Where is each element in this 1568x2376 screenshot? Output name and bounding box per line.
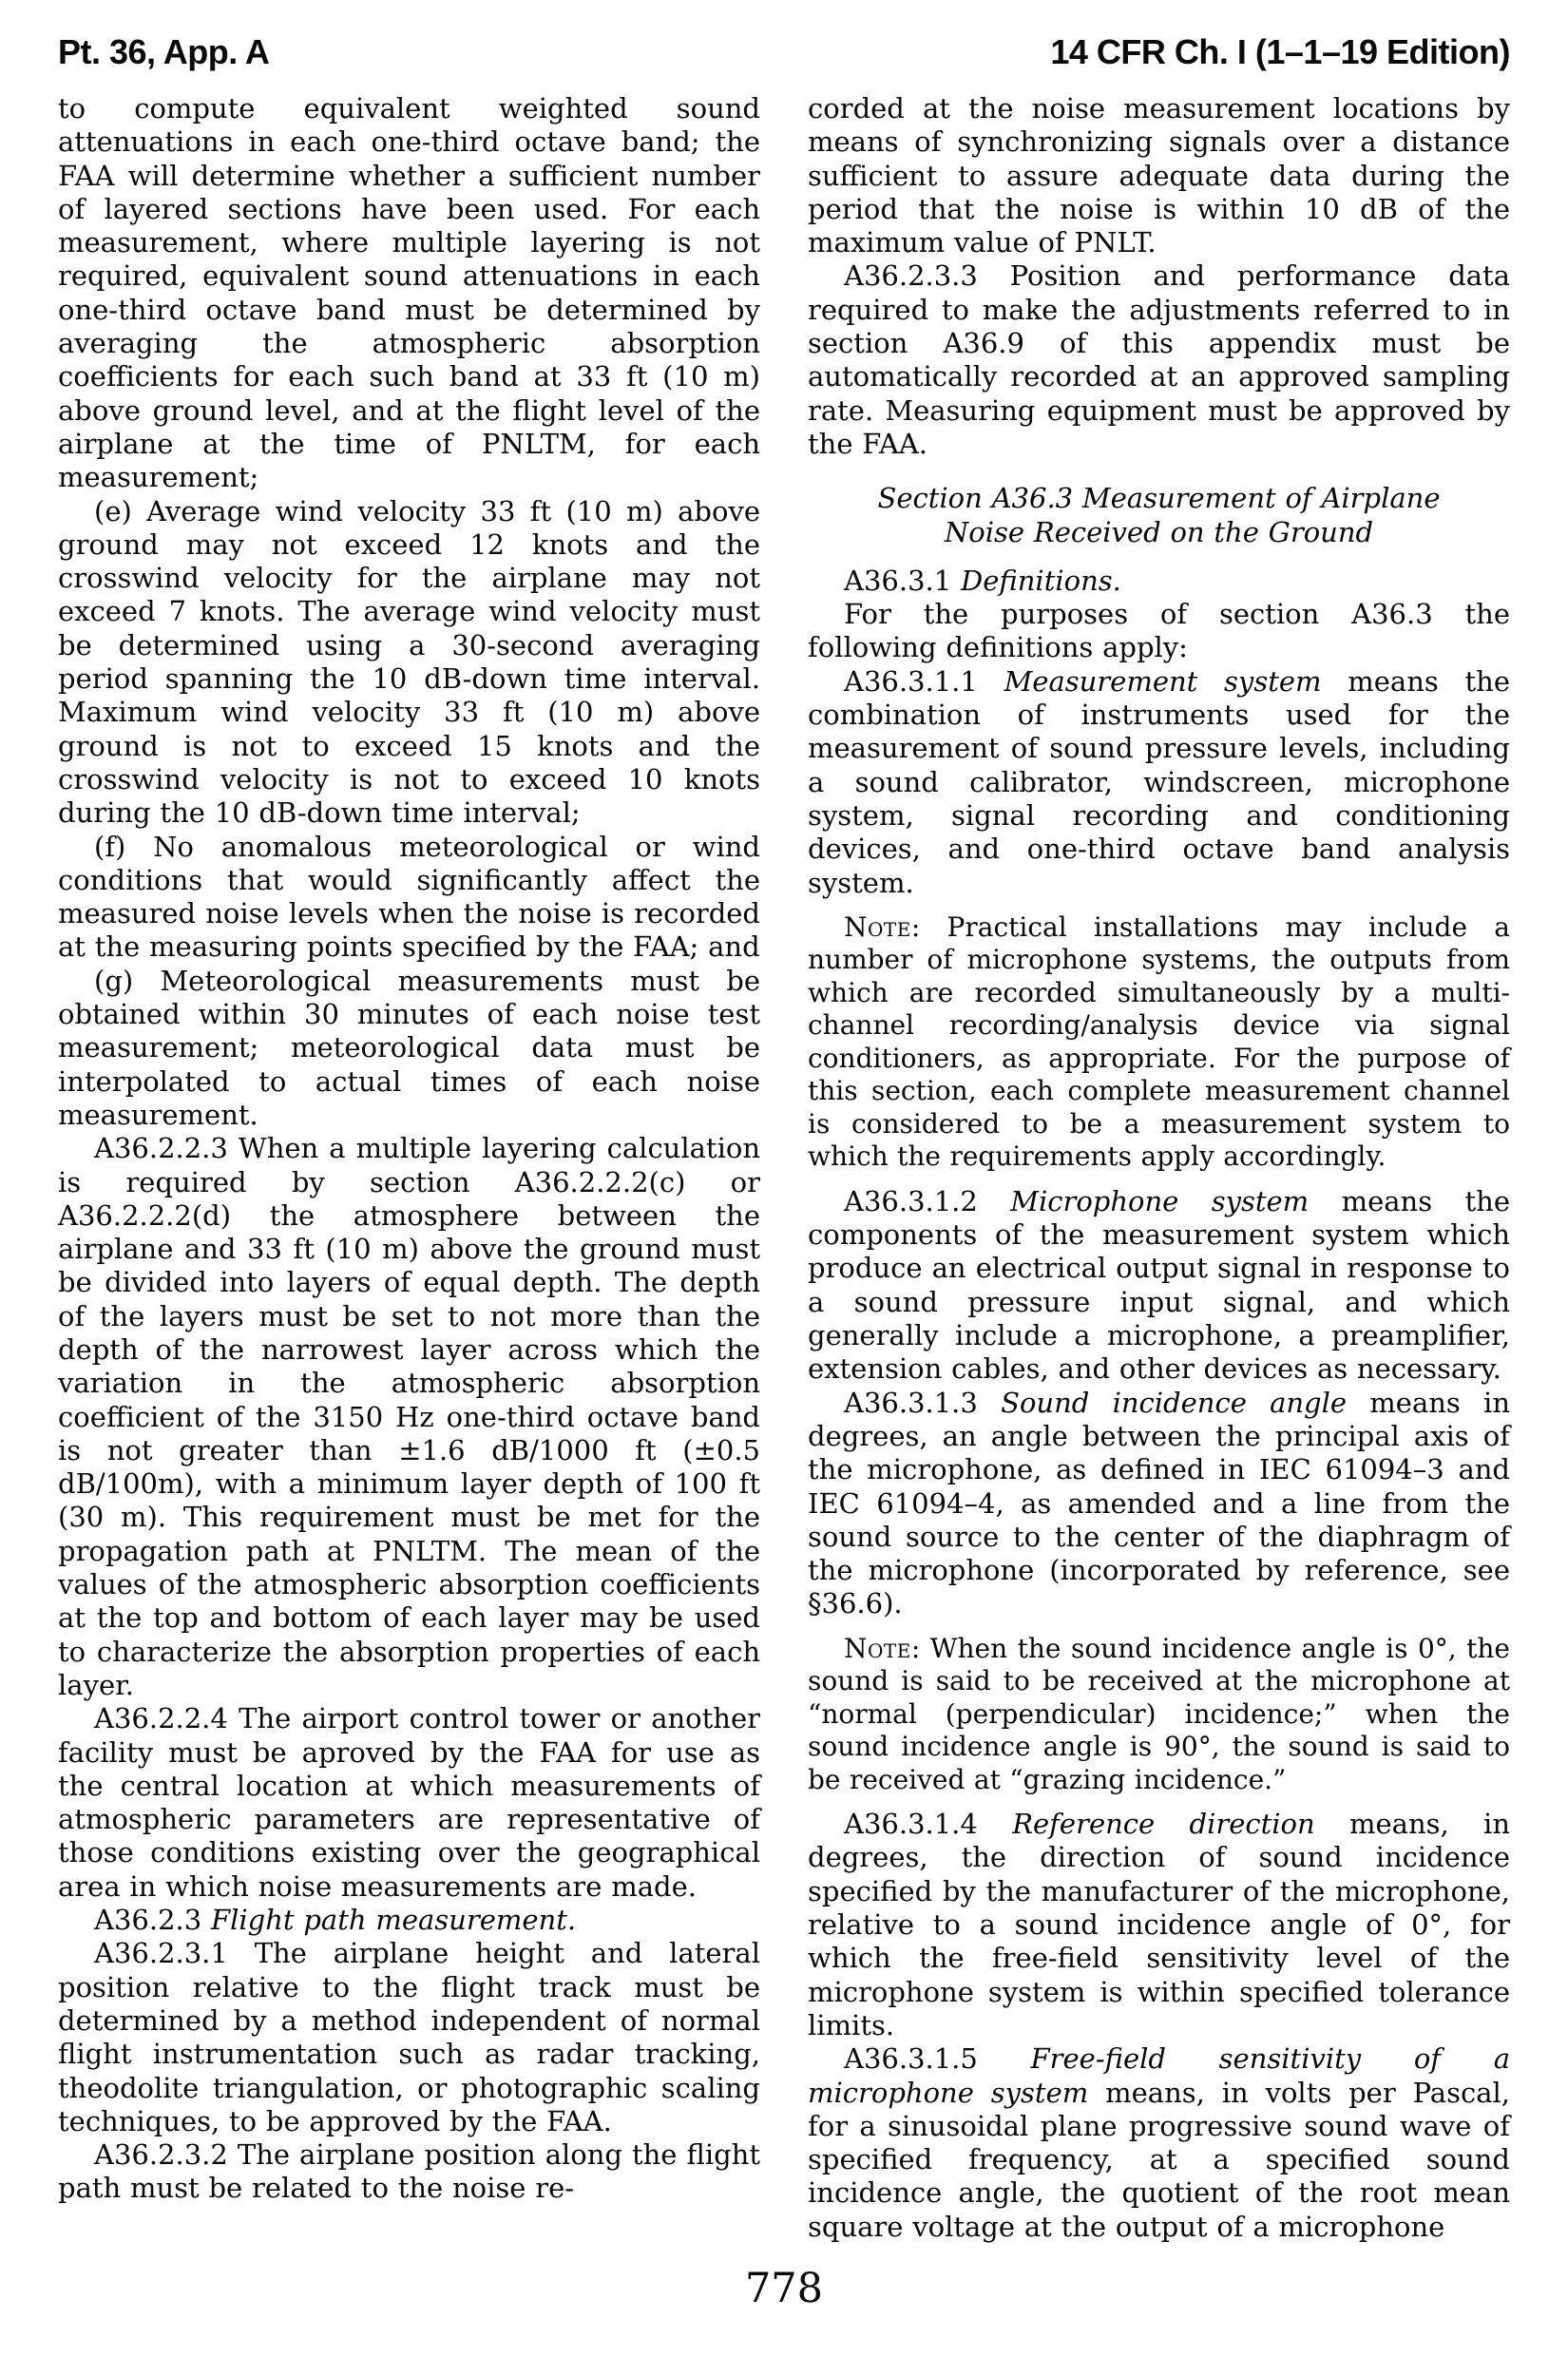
text-run: (g) Meteorological measurements must be obtained within 30 minutes of each noise test measurement; meteorological data must be interpolated to actual times of each noise measurement.	[58, 964, 760, 1131]
paragraph	[58, 1937, 760, 2138]
text-run: A36.3.1.2	[844, 1184, 1011, 1217]
paragraph	[58, 92, 760, 495]
note-paragraph	[808, 911, 1510, 1174]
text-run: Reference direction	[1012, 1808, 1315, 1841]
text-run: Note	[844, 910, 911, 943]
text-run: A36.2.2.3 When a multiple layering calculation is required by section A36.2.2.2(c) or A36.2.2.2(d) the atmosphere between the airplane and 33 ft (10 m) above the ground must be divided into layers of equal depth. The depth of the layers must be set to not more than the depth of the narrowest layer across which the variation in the atmospheric absorption coefficient of the 3150 Hz one-third octave band is not greater than ±1.6 dB/1000 ft (±0.5 dB/100m), with a minimum layer depth of 100 ft (30 m). This requirement must be met for the propagation path at PNLTM. The mean of the values of the atmospheric absorption coefficients at the top and bottom of each layer may be used to characterize the absorption properties of each layer.	[58, 1132, 760, 1701]
text-run: A36.3.1.4	[844, 1808, 1013, 1841]
text-run: A36.2.2.4 The airport control tower or another facility must be aproved by the FAA for use as the central location at which measurements of atmospheric parameters are representative of those conditions existing over the geographical area in which noise measurements are made.	[58, 1702, 760, 1903]
paragraph	[808, 1808, 1510, 2042]
paragraph	[58, 965, 760, 1132]
section-heading	[836, 482, 1482, 549]
paragraph	[58, 495, 760, 831]
text-run: A36.3.1.3	[844, 1386, 1002, 1419]
paragraph	[808, 565, 1510, 598]
paragraph	[58, 2138, 760, 2206]
header-part-label: Pt. 36, App. A	[58, 32, 270, 71]
paragraph	[808, 259, 1510, 461]
text-run: Free-field sensitivity of a microphone system	[808, 2042, 1510, 2109]
text-run: to compute equivalent weighted sound attenuations in each one-third octave band; the FAA will determine whether a sufficient number of layered sections have been used. For each measurement, where multiple layering is not required, equivalent sound attenuations in each one-third octave band must be determined by averaging the atmospheric absorption coefficients for each such band at 33 ft (10 m) above ground level, and at the flight level of the airplane at the time of PNLTM, for each measurement;	[58, 92, 760, 494]
paragraph	[808, 92, 1510, 259]
two-column-text-block	[58, 92, 1510, 2244]
text-run: corded at the noise measurement locations by means of synchronizing signals over a distance sufficient to assure adequate data during the period that the noise is within 10 dB of the maximum value of PNLT.	[808, 92, 1510, 259]
text-run: A36.2.3.1 The airplane height and lateral position relative to the flight track must be determined by a method independent of normal flight instrumentation such as radar tracking, theodolite triangulation, or photographic scaling techniques, to be approved by the FAA.	[58, 1937, 760, 2137]
text-run: Definitions.	[960, 564, 1121, 597]
paragraph	[808, 665, 1510, 900]
text-run: (f) No anomalous meteorological or wind conditions that would significantly affect the measured noise levels when the noise is recorded at the measuring points specified by the FAA; and	[58, 830, 760, 964]
text-run: : When the sound incidence angle is 0°, the sound is said to be received at the microphone at “normal (perpendicular) incidence;” when the sound incidence angle is 90°, the sound is said to be received at “grazing incidence.”	[808, 1632, 1510, 1795]
right-column	[808, 92, 1510, 2244]
text-run: Note	[844, 1632, 911, 1664]
text-run: Sound incidence angle	[1001, 1386, 1348, 1419]
text-run: A36.2.3.2 The airplane position along the flight path must be related to the noise re-	[58, 2138, 760, 2205]
running-head	[58, 32, 1510, 72]
text-run: means the components of the measurement system which produce an electrical output signal in response to a sound pressure input signal, and which generally include a microphone, a preamplifier, extension cables, and other devices as necessary.	[808, 1184, 1510, 1386]
text-run: means the combination of instruments used for the measurement of sound pressure levels, including a sound calibrator, windscreen, microphone system, signal recording and conditioning devices, and one-third octave band analysis system.	[808, 664, 1510, 899]
text-run: Microphone system	[1010, 1184, 1310, 1217]
text-run: Section A36.3 Measurement of Airplane Noise Received on the Ground	[877, 482, 1441, 548]
paragraph	[808, 598, 1510, 665]
paragraph	[58, 1904, 760, 1937]
text-run: A36.3.1	[844, 564, 961, 597]
text-run: means, in degrees, the direction of sound incidence specified by the manufacturer of the microphone, relative to a sound incidence angle of 0°, for which the free-field sensitivity level of the microphone system is within specified tolerance limits.	[808, 1808, 1511, 2041]
left-column	[58, 92, 760, 2244]
page-number: 778	[744, 2265, 824, 2312]
text-run: A36.2.3.3 Position and performance data required to make the adjustments referred to in section A36.9 of this appendix must be automatically recorded at an approved sampling rate. Measuring equipment must be approved by the FAA.	[808, 259, 1510, 460]
text-run: means in degrees, an angle between the principal axis of the microphone, as defined in IEC 61094–3 and IEC 61094–4, as amended and a line from the sound source to the center of the diaphragm of the microphone (incorporated by reference, see §36.6).	[808, 1386, 1510, 1620]
paragraph	[808, 2042, 1510, 2244]
header-edition-label: 14 CFR Ch. I (1–1–19 Edition)	[1050, 32, 1510, 71]
text-run: Flight path measurement.	[210, 1904, 577, 1937]
paragraph	[808, 1185, 1510, 1387]
text-run: means, in volts per Pascal, for a sinusoidal plane progressive sound wave of specified frequency, at a specified sound incidence angle, the quotient of the root mean square voltage at the output of a microphone	[808, 2076, 1510, 2243]
text-run: Measurement system	[1004, 664, 1322, 698]
paragraph	[808, 1387, 1510, 1621]
text-run: (e) Average wind velocity 33 ft (10 m) above ground may not exceed 12 knots and the crosswind velocity for the airplane may not exceed 7 knots. The average wind velocity must be determined using a 30-second averaging period spanning the 10 dB-down time interval. Maximum wind velocity 33 ft (10 m) above ground is not to exceed 15 knots and the crosswind velocity is not to exceed 10 knots during the 10 dB-down time interval;	[58, 494, 760, 830]
paragraph	[58, 1702, 760, 1904]
text-run: For the purposes of section A36.3 the following definitions apply:	[808, 598, 1510, 664]
note-paragraph	[808, 1633, 1510, 1797]
paragraph	[58, 1132, 760, 1702]
text-run: : Practical installations may include a number of microphone systems, the outputs from which are recorded simultaneously by a multi-channel recording/analysis device via signal conditioners, as appropriate. For the purpose of this section, each complete measurement channel is considered to be a measurement system to which the requirements apply accordingly.	[808, 910, 1510, 1173]
text-run: A36.3.1.1	[844, 664, 1004, 698]
paragraph	[58, 831, 760, 965]
text-run: A36.2.3	[94, 1904, 211, 1937]
text-run: A36.3.1.5	[844, 2042, 1031, 2076]
